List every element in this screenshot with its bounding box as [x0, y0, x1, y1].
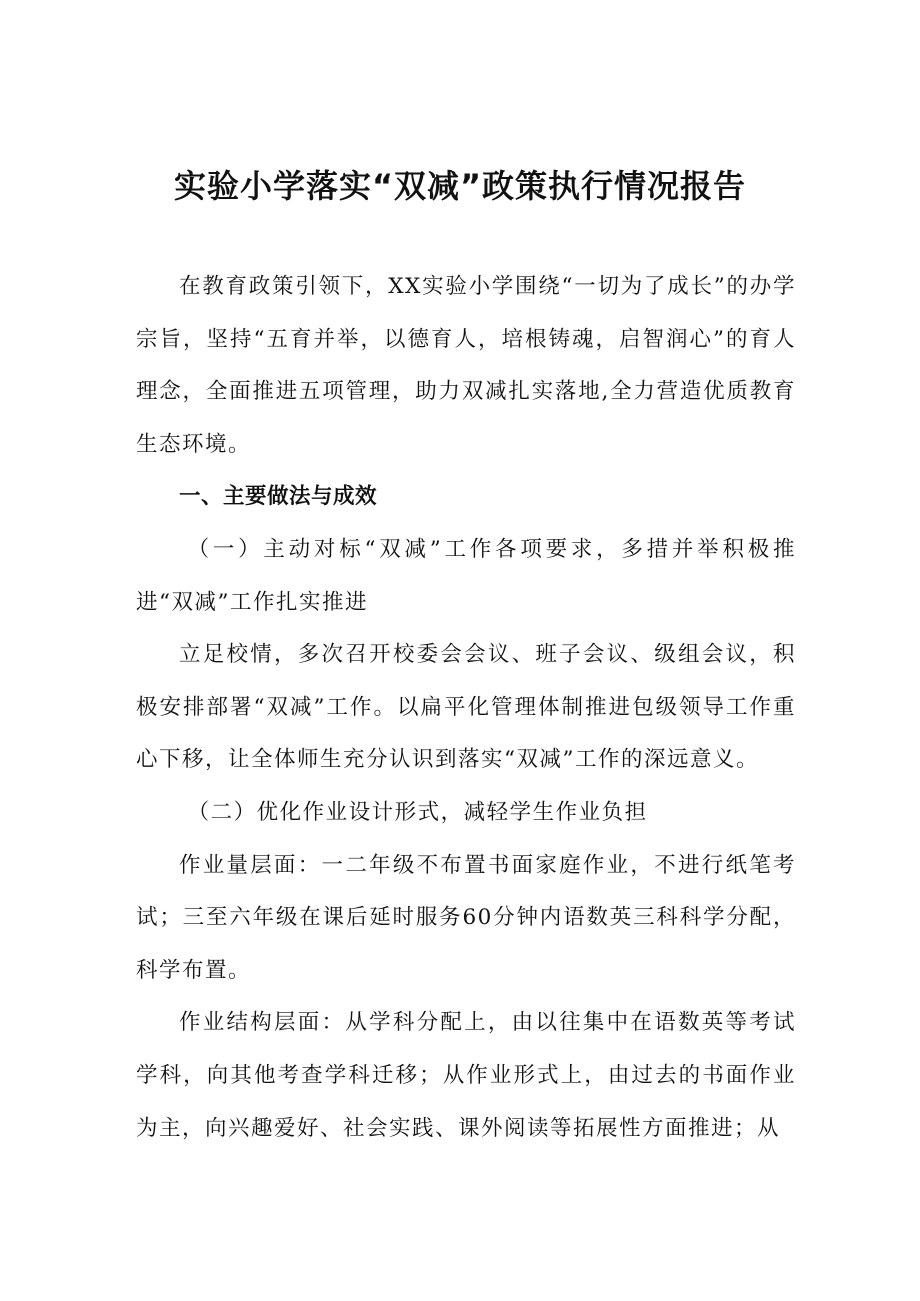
- subsection-heading-2: （二）优化作业设计形式，减轻学生作业负担: [187, 799, 648, 825]
- document-body: [136, 261, 796, 1155]
- subsection-heading-1: （一）主动对标“双减”工作各项要求，多措并举积极推进“双减”工作扎实推进: [136, 536, 796, 615]
- section-heading-1: 一、主要做法与成效: [179, 484, 378, 510]
- body-paragraph: 作业结构层面：从学科分配上，由以往集中在语数英等考试学科，向其他考查学科迁移；从作业形式上，由过去的书面作业为主，向兴趣爱好、社会实践、课外阅读等拓展性方面推进；从: [136, 1010, 796, 1141]
- document-title: 实验小学落实“双减”政策执行情况报告: [173, 167, 747, 205]
- intro-paragraph: 在教育政策引领下，XX实验小学围绕“一切为了成长”的办学宗旨，坚持“五育并举，以德育人，培根铸魂，启智润心”的育人理念，全面推进五项管理，助力双减扎实落地,全力营造优质教育生态环境。: [136, 274, 796, 457]
- body-paragraph: 作业量层面：一二年级不布置书面家庭作业，不进行纸笔考试；三至六年级在课后延时服务60分钟内语数英三科科学分配，科学布置。: [136, 852, 796, 983]
- body-paragraph: 立足校情，多次召开校委会会议、班子会议、级组会议，积极安排部署“双减”工作。以扁平化管理体制推进包级领导工作重心下移，让全体师生充分认识到落实“双减”工作的深远意义。: [136, 642, 796, 773]
